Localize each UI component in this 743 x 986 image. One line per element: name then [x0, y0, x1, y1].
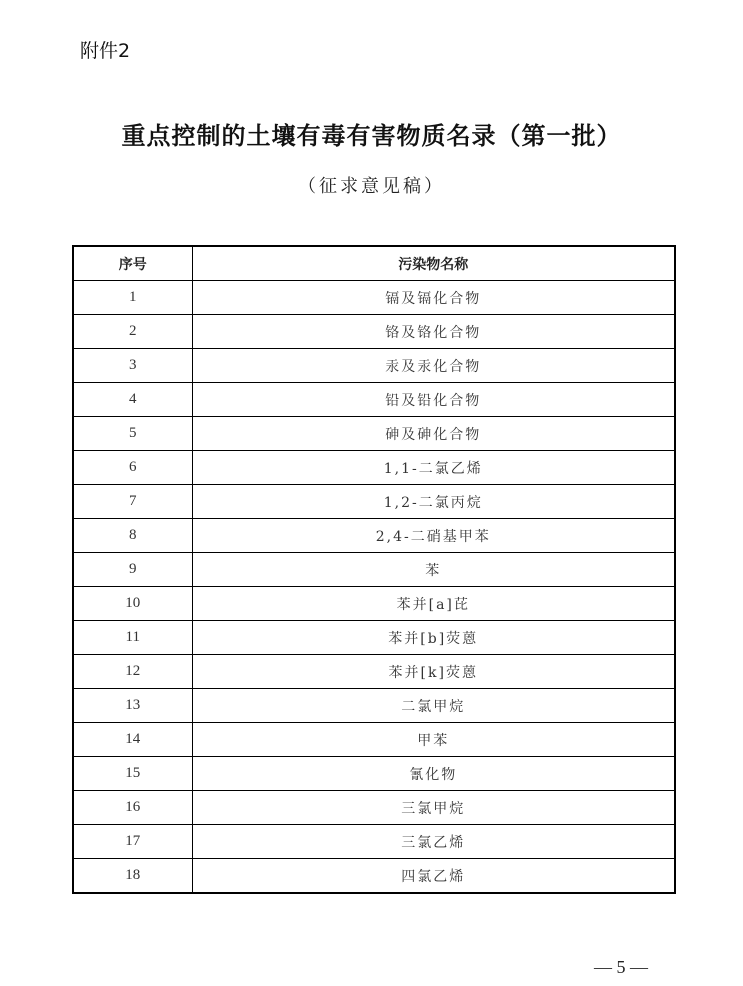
row-index: 18	[73, 859, 192, 894]
pollutant-name: 三氯乙烯	[192, 825, 675, 859]
row-index: 1	[73, 281, 192, 315]
table-row	[73, 349, 675, 383]
table-row	[73, 519, 675, 553]
row-index: 5	[73, 417, 192, 451]
table-row	[73, 553, 675, 587]
row-index: 15	[73, 757, 192, 791]
pollutant-name: 2,4-二硝基甲苯	[192, 519, 675, 553]
row-index: 8	[73, 519, 192, 553]
pollutant-name: 苯并[b]荧蒽	[192, 621, 675, 655]
page-number: — 5 —	[594, 957, 648, 977]
row-index: 17	[73, 825, 192, 859]
table-row	[73, 587, 675, 621]
row-index: 10	[73, 587, 192, 621]
table-row	[73, 451, 675, 485]
pollutant-list-table	[72, 245, 676, 894]
table-row	[73, 417, 675, 451]
row-index: 13	[73, 689, 192, 723]
column-header-index: 序号	[73, 246, 192, 281]
pollutant-name: 苯	[192, 553, 675, 587]
table-row	[73, 859, 675, 894]
table-row	[73, 281, 675, 315]
row-index: 16	[73, 791, 192, 825]
attachment-label: 附件2	[80, 40, 131, 62]
pollutant-name: 铅及铅化合物	[192, 383, 675, 417]
pollutant-name: 汞及汞化合物	[192, 349, 675, 383]
pollutant-name: 铬及铬化合物	[192, 315, 675, 349]
row-index: 3	[73, 349, 192, 383]
table-row	[73, 723, 675, 757]
pollutant-name: 苯并[k]荧蒽	[192, 655, 675, 689]
document-title: 重点控制的土壤有毒有害物质名录（第一批）	[121, 122, 622, 150]
row-index: 2	[73, 315, 192, 349]
pollutant-name: 四氯乙烯	[192, 859, 675, 894]
row-index: 12	[73, 655, 192, 689]
table-row	[73, 621, 675, 655]
document-subtitle: （征求意见稿）	[298, 176, 445, 197]
pollutant-name: 砷及砷化合物	[192, 417, 675, 451]
pollutant-name: 苯并[a]芘	[192, 587, 675, 621]
pollutant-name: 1,1-二氯乙烯	[192, 451, 675, 485]
table-row	[73, 689, 675, 723]
table-row	[73, 485, 675, 519]
table-row	[73, 791, 675, 825]
table-row	[73, 825, 675, 859]
table-row	[73, 315, 675, 349]
row-index: 4	[73, 383, 192, 417]
row-index: 9	[73, 553, 192, 587]
pollutant-name: 甲苯	[192, 723, 675, 757]
pollutant-name: 二氯甲烷	[192, 689, 675, 723]
table-row	[73, 757, 675, 791]
row-index: 7	[73, 485, 192, 519]
pollutant-name: 三氯甲烷	[192, 791, 675, 825]
pollutant-name: 氰化物	[192, 757, 675, 791]
row-index: 6	[73, 451, 192, 485]
pollutant-name: 1,2-二氯丙烷	[192, 485, 675, 519]
row-index: 14	[73, 723, 192, 757]
pollutant-name: 镉及镉化合物	[192, 281, 675, 315]
column-header-pollutant-name: 污染物名称	[192, 246, 675, 281]
row-index: 11	[73, 621, 192, 655]
table-header-row	[73, 246, 675, 281]
table-row	[73, 655, 675, 689]
table-row	[73, 383, 675, 417]
